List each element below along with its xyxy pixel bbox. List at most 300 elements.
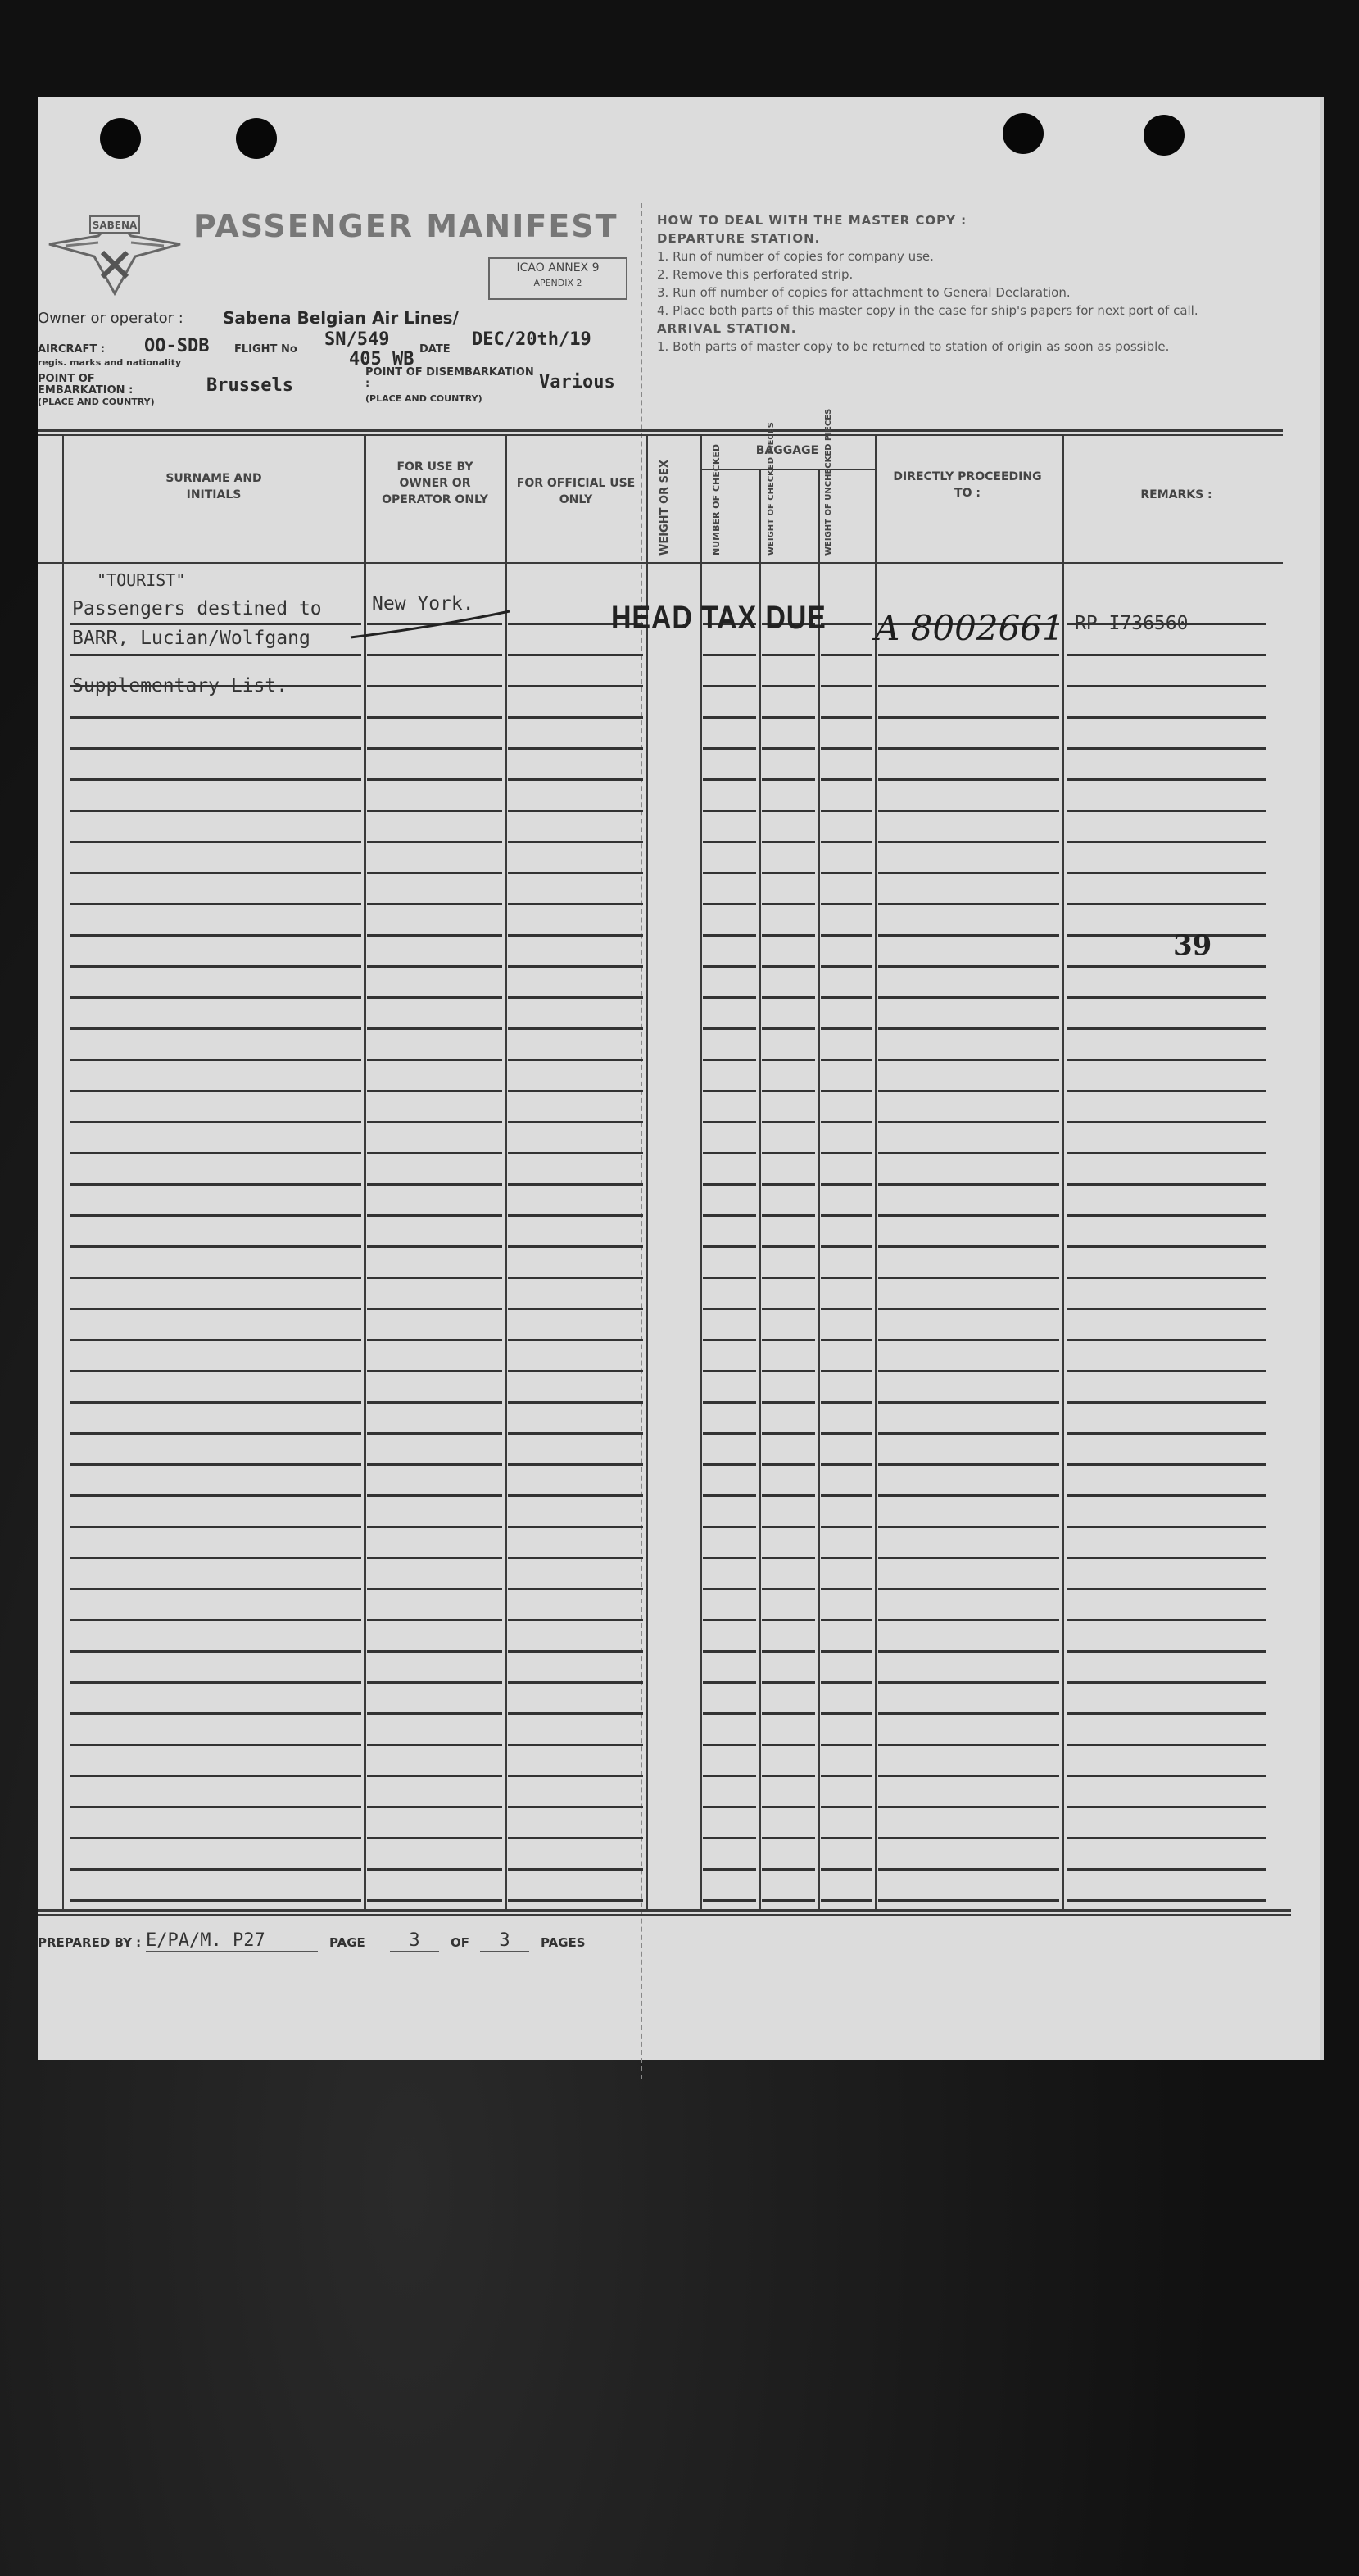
table-row-line (508, 1027, 643, 1030)
table-row-line (508, 841, 643, 843)
table-row-line (703, 996, 756, 999)
table-row-line (762, 1775, 815, 1777)
manifest-header (38, 97, 1324, 433)
table-row-line (703, 778, 756, 781)
embarkation-value: Brussels (206, 375, 293, 396)
table-row-line (508, 1463, 643, 1466)
table-row-line (367, 810, 502, 812)
sabena-logo-icon (41, 211, 188, 302)
table-row-line (367, 1277, 502, 1279)
table-row-line (821, 1090, 872, 1092)
date-value: DEC/20th/19 (472, 329, 591, 350)
date-label: DATE (419, 343, 451, 356)
table-row-line (878, 1899, 1059, 1902)
table-row-line (508, 1339, 643, 1341)
table-row-line (821, 1744, 872, 1746)
table-row-line (508, 1308, 643, 1310)
table-row-line (70, 841, 361, 843)
table-row-line (508, 1557, 643, 1559)
table-row-line (762, 1152, 815, 1154)
disembarkation-label: POINT OF DISEMBARKATION : (365, 366, 534, 390)
table-row-line (367, 1712, 502, 1715)
table-row-line (367, 1214, 502, 1217)
table-row-line (821, 1152, 872, 1154)
table-row-line (367, 1152, 502, 1154)
table-row-line (762, 654, 815, 656)
col-official-header: FOR OFFICIAL USE ONLY (516, 477, 636, 506)
table-row-line (508, 1775, 643, 1777)
table-row-line (878, 810, 1059, 812)
table-row-line (703, 1837, 756, 1839)
table-row-line (762, 841, 815, 843)
table-row-line (703, 685, 756, 687)
prepared-by-label: PREPARED BY : (38, 1935, 142, 1950)
table-row-line (762, 1463, 815, 1466)
table-row-line (821, 810, 872, 812)
table-row-line (703, 1152, 756, 1154)
table-row-line (762, 1401, 815, 1404)
table-row-line (70, 1868, 361, 1871)
table-row-line (821, 1681, 872, 1684)
table-row-line (70, 1277, 361, 1279)
tourist-label: "TOURIST" (97, 570, 186, 590)
table-row-line (821, 1775, 872, 1777)
table-row-line (762, 747, 815, 750)
table-row-line (70, 1775, 361, 1777)
table-row-line (703, 810, 756, 812)
table-row-line (70, 1650, 361, 1653)
table-row-line (70, 1214, 361, 1217)
table-row-line (508, 1681, 643, 1684)
table-row-line (703, 1121, 756, 1123)
table-row-line (508, 965, 643, 968)
table-row-line (703, 1588, 756, 1590)
table-row-line (70, 1401, 361, 1404)
table-row-line (878, 965, 1059, 968)
column-divider (818, 470, 820, 1909)
table-row-line (367, 747, 502, 750)
table-row-line (70, 1370, 361, 1372)
column-divider (505, 434, 507, 1909)
page-title: PASSENGER MANIFEST (193, 208, 618, 244)
table-row-line (762, 1183, 815, 1186)
table-row-line (821, 1121, 872, 1123)
table-row-line (878, 1245, 1059, 1248)
table-row-line (703, 1059, 756, 1061)
table-row-line (508, 685, 643, 687)
table-row-line (821, 1027, 872, 1030)
table-row-line (703, 1027, 756, 1030)
col-weight-header: WEIGHT OR SEX (659, 460, 671, 556)
table-row-line (762, 1059, 815, 1061)
table-row-line (1067, 1308, 1266, 1310)
table-row-line (762, 996, 815, 999)
table-row-line (878, 841, 1059, 843)
table-row-line (70, 654, 361, 656)
table-row-line (367, 1650, 502, 1653)
table-row-line (70, 1463, 361, 1466)
passenger-table (38, 408, 1324, 1929)
table-row-line (70, 1837, 361, 1839)
table-row-line (762, 1619, 815, 1621)
table-row-line (821, 1494, 872, 1497)
table-row-line (508, 1494, 643, 1497)
column-divider (364, 434, 366, 1909)
col-proceeding-header: DIRECTLY PROCEEDING TO : (893, 470, 1042, 500)
embarkation-label: POINT OF EMBARKATION : (38, 373, 134, 397)
table-row-line (821, 1806, 872, 1808)
aircraft-label: AIRCRAFT : (38, 343, 105, 356)
table-row-line (878, 747, 1059, 750)
table-row-line (508, 654, 643, 656)
table-row-line (367, 1868, 502, 1871)
table-row-line (367, 685, 502, 687)
manifest-page (38, 97, 1324, 2060)
table-row-line (1067, 685, 1266, 687)
column-divider (700, 434, 702, 1909)
table-row-line (703, 1245, 756, 1248)
table-row-line (703, 1744, 756, 1746)
table-row-line (1067, 716, 1266, 719)
icao-annex-box (488, 257, 627, 300)
table-row-line (878, 685, 1059, 687)
table-row-line (508, 1526, 643, 1528)
table-row-line (70, 1494, 361, 1497)
table-row-line (703, 1619, 756, 1621)
table-row-line (821, 685, 872, 687)
table-row-line (367, 1899, 502, 1902)
remarks-value: RP-I736560 (1075, 613, 1189, 634)
table-row-line (1067, 1619, 1266, 1621)
table-row-line (70, 1526, 361, 1528)
table-row-line (1067, 1806, 1266, 1808)
table-row-line (878, 1744, 1059, 1746)
table-row-line (762, 1432, 815, 1435)
table-row-line (821, 1370, 872, 1372)
instruction-step: 1. Run of number of copies for company use. (657, 249, 934, 264)
instruction-step: 2. Remove this perforated strip. (657, 267, 854, 282)
table-row-line (367, 903, 502, 905)
col-weight-unchecked-header: WEIGHT OF UNCHECKED PIECES (824, 408, 833, 556)
table-row-line (762, 1121, 815, 1123)
table-row-line (1067, 996, 1266, 999)
table-row-line (508, 747, 643, 750)
table-row-line (508, 1837, 643, 1839)
table-row-line (70, 1899, 361, 1902)
departure-station-label: DEPARTURE STATION. (657, 231, 821, 246)
table-row-line (821, 872, 872, 874)
table-row-line (762, 1526, 815, 1528)
table-row-line (762, 685, 815, 687)
table-row-line (367, 1183, 502, 1186)
table-row-line (508, 1370, 643, 1372)
table-row-line (878, 1183, 1059, 1186)
table-row-line (367, 1401, 502, 1404)
table-row-line (762, 778, 815, 781)
table-row-line (878, 1806, 1059, 1808)
aircraft-value: OO-SDB (144, 336, 210, 356)
table-row-line (703, 1463, 756, 1466)
table-row-line (1067, 778, 1266, 781)
table-row-line (762, 1899, 815, 1902)
table-row-line (878, 1152, 1059, 1154)
table-row-line (878, 1868, 1059, 1871)
destined-owner-text: New York. (372, 593, 474, 615)
table-row-line (762, 1806, 815, 1808)
table-row-line (703, 1775, 756, 1777)
table-row-line (508, 716, 643, 719)
manifest-footer (38, 1917, 1324, 1999)
table-row-line (762, 1557, 815, 1559)
table-row-line (878, 1526, 1059, 1528)
table-row-line (1067, 1557, 1266, 1559)
table-row-line (821, 1837, 872, 1839)
table-row-line (878, 934, 1059, 937)
table-row-line (70, 1806, 361, 1808)
column-divider (62, 434, 64, 1909)
table-row-line (70, 934, 361, 937)
column-divider (646, 434, 648, 1909)
table-row-line (821, 1183, 872, 1186)
table-row-line (70, 623, 361, 625)
table-row-line (367, 841, 502, 843)
table-row-line (878, 1712, 1059, 1715)
table-row-line (70, 1121, 361, 1123)
table-row-line (821, 996, 872, 999)
table-row-line (821, 934, 872, 937)
annex-line1: ICAO ANNEX 9 (516, 261, 600, 274)
table-row-line (508, 872, 643, 874)
table-row-line (821, 1339, 872, 1341)
table-row-line (703, 1681, 756, 1684)
flight-label: FLIGHT No (234, 343, 297, 356)
table-row-line (70, 1059, 361, 1061)
table-row-line (367, 1526, 502, 1528)
table-row-line (367, 1370, 502, 1372)
table-row-line (1067, 747, 1266, 750)
table-row-line (1067, 965, 1266, 968)
table-row-line (70, 1432, 361, 1435)
table-row-line (367, 1588, 502, 1590)
table-row-line (821, 778, 872, 781)
table-row-line (762, 1214, 815, 1217)
table-row-line (821, 1463, 872, 1466)
flight-value: SN/549 (324, 329, 390, 350)
table-row-line (508, 1121, 643, 1123)
table-row-line (703, 1712, 756, 1715)
table-row-line (703, 1557, 756, 1559)
table-row-line (1067, 1214, 1266, 1217)
table-row-line (762, 1308, 815, 1310)
table-row-line (70, 1339, 361, 1341)
table-row-line (70, 1681, 361, 1684)
table-row-line (703, 1214, 756, 1217)
flight-value-2: 405 WB (349, 349, 414, 370)
table-row-line (70, 903, 361, 905)
table-row-line (703, 1339, 756, 1341)
table-row-line (703, 1183, 756, 1186)
prepared-by-value: E/PA/M. P27 (146, 1930, 318, 1952)
table-row-line (508, 778, 643, 781)
table-row-line (878, 778, 1059, 781)
table-row-line (703, 1401, 756, 1404)
table-row-line (878, 1557, 1059, 1559)
table-row-line (508, 1401, 643, 1404)
table-row-line (70, 1245, 361, 1248)
table-row-line (878, 1401, 1059, 1404)
table-row-line (703, 1308, 756, 1310)
table-row-line (1067, 1121, 1266, 1123)
table-row-line (367, 872, 502, 874)
table-row-line (367, 1308, 502, 1310)
table-row-line (762, 1027, 815, 1030)
table-row-line (878, 1090, 1059, 1092)
table-row-line (367, 1775, 502, 1777)
table-row-line (878, 996, 1059, 999)
table-row-line (1067, 1868, 1266, 1871)
table-row-line (878, 1370, 1059, 1372)
table-row-line (821, 1059, 872, 1061)
table-row-line (821, 965, 872, 968)
table-row-line (762, 716, 815, 719)
table-row-line (508, 1619, 643, 1621)
table-row-line (878, 1650, 1059, 1653)
table-row-line (1067, 1370, 1266, 1372)
col-owner-header: FOR USE BY OWNER OR OPERATOR ONLY (382, 460, 488, 506)
table-row-line (821, 1401, 872, 1404)
table-row-line (703, 747, 756, 750)
table-top-border (38, 429, 1283, 432)
table-row-line (508, 996, 643, 999)
table-row-line (821, 654, 872, 656)
table-row-line (762, 1277, 815, 1279)
table-row-line (878, 1588, 1059, 1590)
table-row-line (367, 1027, 502, 1030)
disembarkation-sub-label: (PLACE AND COUNTRY) (365, 393, 482, 404)
col-weight-checked-header: WEIGHT OF CHECKED PIECES (767, 422, 776, 556)
table-row-line (762, 1370, 815, 1372)
table-row-line (762, 1712, 815, 1715)
table-row-line (762, 1245, 815, 1248)
table-row-line (508, 903, 643, 905)
of-label: OF (451, 1935, 469, 1950)
logo-text: SABENA (92, 220, 138, 231)
column-divider (1062, 434, 1064, 1909)
table-row-line (1067, 1712, 1266, 1715)
table-row-line (508, 1650, 643, 1653)
table-row-line (878, 1619, 1059, 1621)
table-row-line (70, 1027, 361, 1030)
table-row-line (508, 1712, 643, 1715)
table-row-line (878, 1494, 1059, 1497)
strike-line-icon (349, 608, 513, 641)
table-top-border (38, 434, 1283, 436)
table-row-line (70, 1090, 361, 1092)
passenger-name: BARR, Lucian/Wolfgang (72, 628, 310, 649)
table-row-line (70, 965, 361, 968)
table-row-line (762, 872, 815, 874)
table-row-line (1067, 1837, 1266, 1839)
table-row-line (508, 1090, 643, 1092)
table-row-line (821, 1619, 872, 1621)
table-row-line (821, 1526, 872, 1528)
table-row-line (821, 903, 872, 905)
table-row-line (508, 1432, 643, 1435)
handwritten-number: A 8002661 (875, 608, 1064, 648)
table-row-line (1067, 1463, 1266, 1466)
table-row-line (878, 716, 1059, 719)
table-row-line (1067, 1775, 1266, 1777)
table-row-line (762, 1650, 815, 1653)
table-row-line (367, 1059, 502, 1061)
pages-label: PAGES (541, 1935, 586, 1950)
table-row-line (878, 1027, 1059, 1030)
table-row-line (878, 1121, 1059, 1123)
page-value: 3 (390, 1930, 439, 1952)
baggage-divider (700, 469, 875, 470)
table-row-line (367, 1245, 502, 1248)
table-row-line (703, 934, 756, 937)
table-row-line (703, 654, 756, 656)
table-row-line (367, 934, 502, 937)
table-row-line (762, 934, 815, 937)
table-row-line (821, 1308, 872, 1310)
owner-label: Owner or operator : (38, 310, 183, 327)
table-row-line (821, 1868, 872, 1871)
table-row-line (367, 1463, 502, 1466)
table-row-line (762, 1588, 815, 1590)
table-row-line (1067, 872, 1266, 874)
master-copy-instructions (657, 211, 1312, 356)
table-row-line (762, 1744, 815, 1746)
header-bottom-border (38, 562, 1283, 564)
table-row-line (878, 1432, 1059, 1435)
disembarkation-value: Various (539, 372, 615, 392)
table-row-line (703, 716, 756, 719)
table-row-line (762, 1494, 815, 1497)
table-row-line (367, 1494, 502, 1497)
aircraft-sub-label: regis. marks and nationality (38, 357, 182, 368)
instruction-step: 3. Run off number of copies for attachment to General Declaration. (657, 285, 1071, 300)
col-surname-header: SURNAME AND INITIALS (165, 472, 262, 501)
table-row-line (703, 841, 756, 843)
table-row-line (703, 1650, 756, 1653)
table-row-line (703, 903, 756, 905)
table-row-line (878, 1775, 1059, 1777)
table-row-line (703, 1868, 756, 1871)
table-row-line (1067, 654, 1266, 656)
table-row-line (1067, 1401, 1266, 1404)
table-row-line (508, 1899, 643, 1902)
table-row-line (1067, 1681, 1266, 1684)
table-row-line (508, 1588, 643, 1590)
page-label: PAGE (329, 1935, 365, 1950)
table-row-line (762, 1868, 815, 1871)
table-row-line (367, 654, 502, 656)
table-row-line (1067, 1744, 1266, 1746)
table-row-line (821, 1214, 872, 1217)
table-row-line (70, 778, 361, 781)
table-row-line (1067, 1526, 1266, 1528)
table-row-line (508, 934, 643, 937)
table-row-line (508, 1152, 643, 1154)
instructions-heading: HOW TO DEAL WITH THE MASTER COPY : (657, 213, 967, 228)
owner-value: Sabena Belgian Air Lines/ (223, 308, 459, 328)
table-row-line (70, 1183, 361, 1186)
table-row-line (878, 1463, 1059, 1466)
table-row-line (703, 1090, 756, 1092)
table-row-line (703, 1526, 756, 1528)
